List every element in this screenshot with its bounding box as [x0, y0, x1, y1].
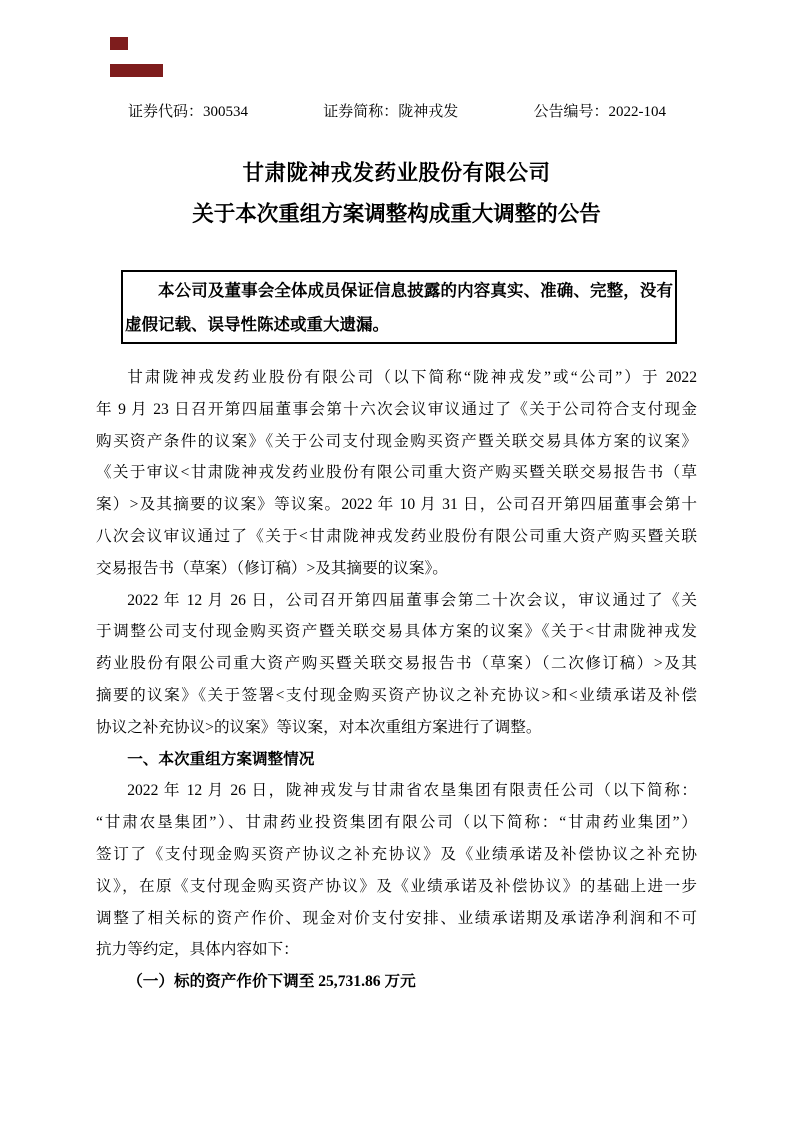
- body-line: 抗力等约定，具体内容如下：: [96, 941, 299, 959]
- paragraph: [96, 775, 697, 966]
- body-line: 2022 年 12 月 26 日，公司召开第四届董事会第二十次会议，审议通过了《关: [127, 591, 697, 609]
- body-line: 摘要的议案》《关于签署<支付现金购买资产协议之补充协议>和<业绩承诺及补偿: [96, 686, 697, 704]
- body-line: 购买资产条件的议案》《关于公司支付现金购买资产暨关联交易具体方案的议案》: [96, 432, 697, 450]
- body-line: 议》，在原《支付现金购买资产协议》及《业绩承诺及补偿协议》的基础上进一步: [96, 877, 697, 895]
- body-line: 交易报告书（草案）（修订稿）>及其摘要的议案》。: [96, 559, 448, 577]
- document-body: [96, 362, 697, 998]
- announcement-number: 公告编号：2022-104: [533, 104, 666, 120]
- body-line: 《关于审议<甘肃陇神戎发药业股份有限公司重大资产购买暨关联交易报告书（草: [96, 464, 697, 482]
- body-line: 协议之补充协议>的议案》等议案，对本次重组方案进行了调整。: [96, 718, 542, 736]
- body-line: 甘肃陇神戎发药业股份有限公司（以下简称“陇神戎发”或“公司”）于 2022: [127, 369, 697, 386]
- redaction-mark-2: [110, 64, 163, 77]
- stock-code: 证券代码：300534: [128, 104, 249, 120]
- company-title: 甘肃陇神戎发药业股份有限公司: [242, 161, 551, 185]
- body-line: 年 9 月 23 日召开第四届董事会第十六次会议审议通过了《关于公司符合支付现金: [96, 400, 697, 418]
- redaction-mark-1: [110, 37, 128, 50]
- notice-line-1: 本公司及董事会全体成员保证信息披露的内容真实、准确、完整，没有: [158, 281, 673, 300]
- body-line: 药业股份有限公司重大资产购买暨关联交易报告书（草案）（二次修订稿）>及其: [96, 655, 697, 673]
- document-header: [96, 101, 697, 123]
- body-line: 签订了《支付现金购买资产协议之补充协议》及《业绩承诺及补偿协议之补充协: [96, 845, 697, 863]
- paragraph: [96, 362, 697, 585]
- paragraph: [96, 585, 697, 744]
- announcement-title: 关于本次重组方案调整构成重大调整的公告: [192, 202, 601, 226]
- body-line: “甘肃农垦集团”）、甘肃药业投资集团有限公司（以下简称：“甘肃药业集团”）: [96, 814, 697, 832]
- body-line: 于调整公司支付现金购买资产暨关联交易具体方案的议案》《关于<甘肃陇神戎发: [96, 623, 697, 641]
- body-line: 八次会议审议通过了《关于<甘肃陇神戎发药业股份有限公司重大资产购买暨关联: [96, 527, 697, 545]
- notice-line-2: 虚假记载、误导性陈述或重大遗漏。: [125, 315, 389, 334]
- section-heading: 一、本次重组方案调整情况: [127, 750, 315, 768]
- body-line: 案）>及其摘要的议案》等议案。2022 年 10 月 31 日，公司召开第四届董事会第十: [96, 496, 697, 514]
- body-line: 2022 年 12 月 26 日，陇神戎发与甘肃省农垦集团有限责任公司（以下简称：: [127, 782, 697, 800]
- sub-heading: （一）标的资产作价下调至 25,731.86 万元: [127, 973, 416, 991]
- stock-short-name: 证券简称：陇神戎发: [323, 104, 459, 120]
- body-line: 调整了相关标的资产作价、现金对价支付安排、业绩承诺期及承诺净利润和不可: [96, 909, 697, 927]
- notice-box: [121, 270, 677, 344]
